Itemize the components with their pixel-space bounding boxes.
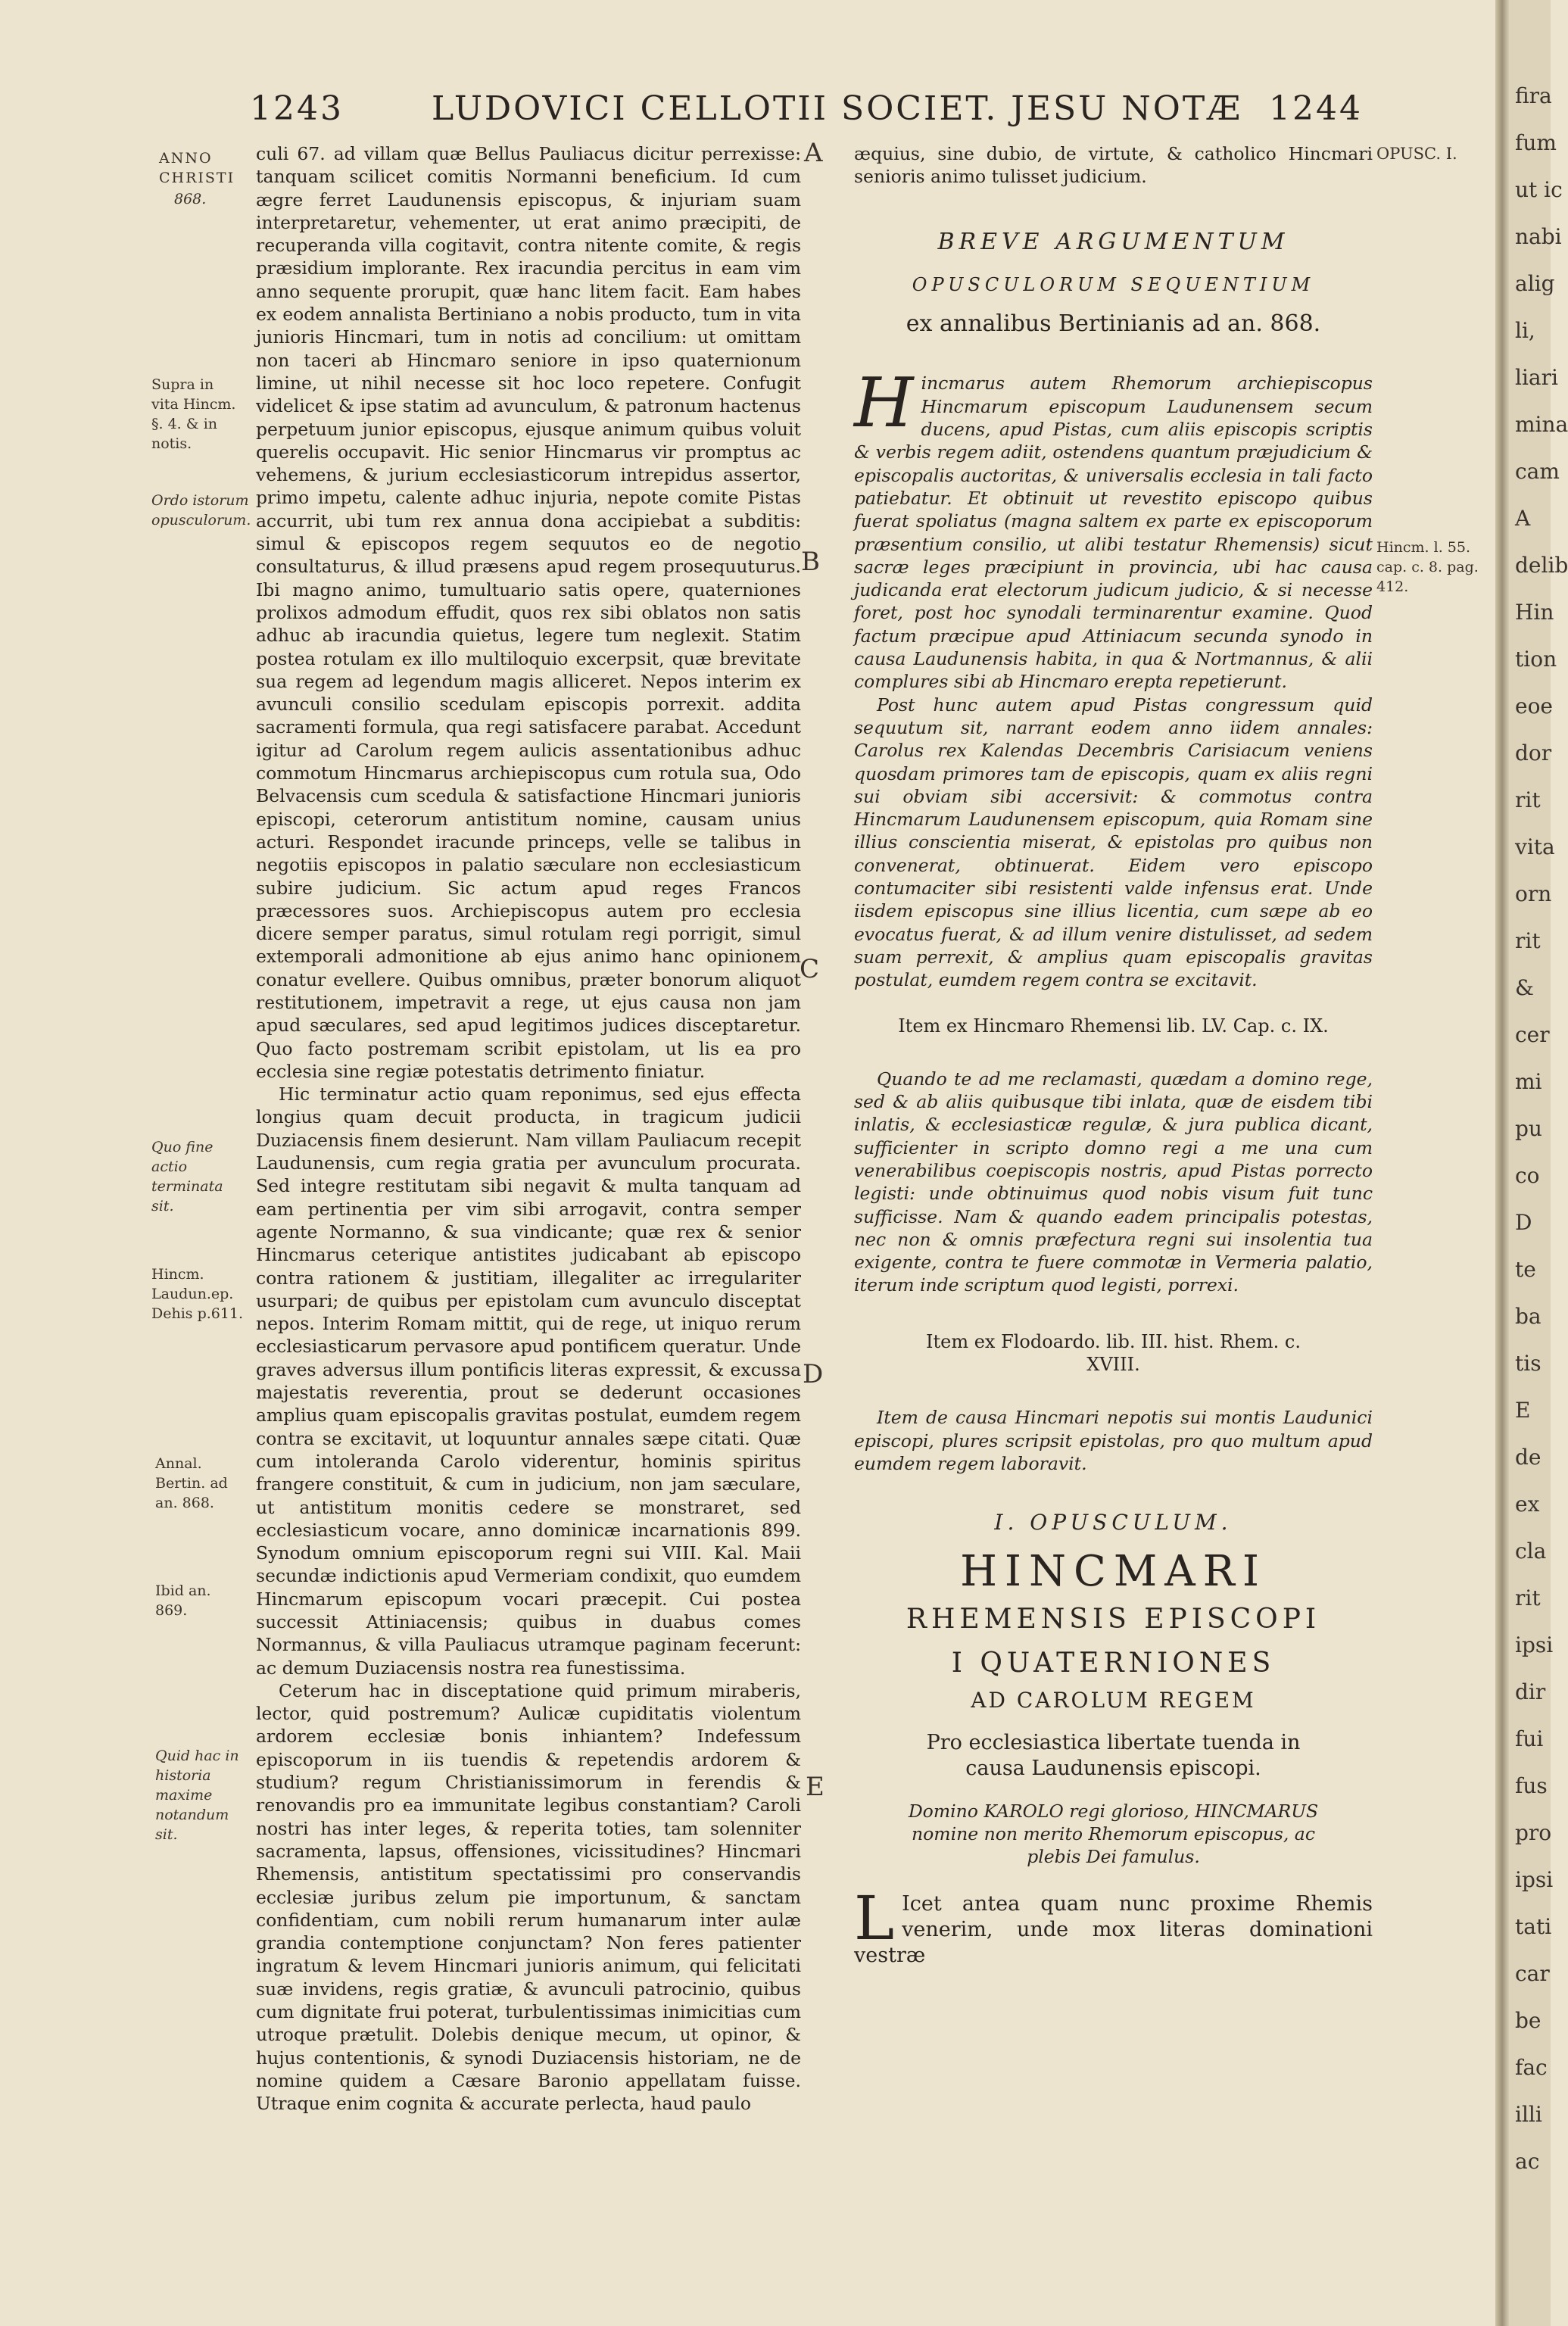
left-paragraph-3: Ceterum hac in disceptatione quid primum miraberis, lector, quid postremum? Aulicæ cupiditatis violentum ardorem ecclesiæ bonis inhiantem? Indefessum episcoporum in iis tuendis & repetendis ardorem & studium? regum Christianissimorum in ferendis & renovandis pro ea immunitate legibus constantiam? Caroli nostri has inter leges, & reperita toties, tam solenniter sacramenta, lapsus, offensiones, vicissitudines? Hincmari Rhemensis, antistitum spectatissimi pro conservandis ecclesiæ juribus zelum pie importunum, & sanctam confidentiam, cum nobili rerum humanarum inter aulæ grandia contemptione conjunctam? Non feres patienter ingratum & levem Hincmari junioris animum, qui felicitati suæ invidens, regis gratiæ, & avunculi patrocinio, quibus cum dignitate frui poterat, turbulentissimas inimicitias cum utroque prætulit. Dolebis denique mecum, ut opinor, & hujus contentionis, & synodi Duziacensis historiam, ne de nomine quidem a Cæsare Baronio appellatam fuisse. Utraque enim cognita & accurate perlecta, haud paulo <box>256 1679 801 2115</box>
next-page-fragment: dor <box>1515 741 1552 765</box>
licet-text: Icet antea quam nunc proxime Rhemis venerim, unde mox literas dominationi vestræ <box>854 1891 1373 1967</box>
left-column <box>256 142 801 2116</box>
margin-note-supra: Supra in vita Hincm. §. 4. & in notis. <box>151 376 236 452</box>
next-page-fragment: ba <box>1515 1304 1542 1329</box>
drop-cap-l: L <box>854 1882 895 1953</box>
next-page-fragment: A <box>1515 506 1531 531</box>
heading-opusculorum: OPUSCULORUM SEQUENTIUM <box>912 273 1315 295</box>
next-page-fragment: te <box>1515 1257 1536 1282</box>
right-paragraph-2: Post hunc autem apud Pistas congressum quid sequutum sit, narrant eodem anno iidem annales: Carolus rex Kalendas Decembris Carisiacum veniens quosdam primores tam de episcopis, quam ex aliis regni sui obviam sibi accersivit: & commotus contra Hincmarum Laudunensem episcopum, quia Romam sine illius conscientia miserat, & epistolas pro quibus non convenerat, obtinuerat. Eidem vero episcopo contumaciter sibi resistenti valde infensus erat. Unde iisdem episcopus sine illius licentia, cum sæpe ab eo evocatus fuerat, & ad illum venire distulisset, ad sedem suam perrexit, & amplius quam episcopalis gravitas postulat, eumdem regem contra se excitavit. <box>854 694 1373 991</box>
next-page-fragment: cla <box>1515 1539 1547 1564</box>
next-page-fragment: rit <box>1515 928 1541 953</box>
next-page-fragment: dir <box>1515 1679 1546 1704</box>
heading-item-hincmaro: Item ex Hincmaro Rhemensi lib. LV. Cap. c. IX. <box>898 1015 1329 1037</box>
heading-rhemensis: RHEMENSIS EPISCOPI <box>906 1603 1321 1635</box>
next-page-fragment: co <box>1515 1163 1540 1188</box>
right-column <box>854 142 1373 1969</box>
next-page-fragment: fus <box>1515 1773 1548 1798</box>
next-page-fragment: de <box>1515 1445 1542 1470</box>
drop-cap-h: H <box>854 363 914 444</box>
quote-hincmaro: Quando te ad me reclamasti, quædam a domino rege, sed & ab aliis quibusque tibi inlata, quæ de eisdem tibi inlatis, & ecclesiasticæ regulæ, & jura publica dicant, sufficienter in scripto domno regi a me una cum venerabilibus coepiscopis nostris, apud Pistas porrecto legisti: unde obtinuimus quod nobis visum fuit tunc sufficisse. Nam & quando eadem principalis potestas, nec non & omnis præfectura regni sui insolentia tua exigente, contra te fuere commotæ in Vermeria palatio, iterum inde scriptum quod legisti, porrexi. <box>854 1068 1373 1296</box>
next-page-fragment: tati <box>1515 1914 1552 1939</box>
licet-opening <box>854 1882 1373 1969</box>
section-letter-b: B <box>801 547 820 577</box>
next-page-fragment: mi <box>1515 1069 1542 1094</box>
next-page-fragment: pu <box>1515 1116 1542 1141</box>
section-letter-a: A <box>804 138 823 168</box>
next-page-fragment: ex <box>1515 1492 1540 1517</box>
heading-hincmari: HINCMARI <box>960 1546 1267 1596</box>
heading-quaterniones: I QUATERNIONES <box>951 1647 1276 1679</box>
margin-year: 868. <box>174 191 207 207</box>
heading-ex-annalibus: ex annalibus Bertinianis ad an. 868. <box>906 310 1321 338</box>
book-gutter <box>1495 0 1509 2326</box>
next-page-fragment: be <box>1515 2008 1542 2033</box>
left-paragraph-2: Hic terminatur actio quam reponimus, sed ejus effecta longius quam decuit producta, in tragicum judicii Duziacensis finem desierunt. Nam villam Pauliacum recepit Laudunensis, cum regia gratia per avunculum procurata. Sed integre restitutam sibi negavit & multa tanquam ad eam pertinentia per vim sibi arrogavit, contra semper agente Normanno, & sua vindicante; quæ rex & senior Hincmarus ceterique antistites judicabant ab episcopo contra rationem & justitiam, illegaliter ac irregulariter usurpari; de quibus per epistolam cum avunculo disceptat nepos. Interim Romam mittit, qui de rege, ut iniquo rerum ecclesiasticarum pervasore apud pontificem queratur. Unde graves adversus illum pontificis literas expressit, & excussa majestatis reverentia, prout se dederunt occasiones amplius quam episcopalis gravitas postulat, eumdem regem contra se excitavit, ut loquuntur annales sæpe citati. Quæ cum intoleranda Carolo viderentur, hominis spiritus frangere constituit, & cum in judicium, non jam sæculare, ut antistitum monitis cedere se monstraret, sed ecclesiasticum vocare, anno dominicæ incarnationis 899. Synodum omnium episcoporum regni sui VIII. Kal. Maii secundæ indictionis apud Vermeriam condixit, quo eumdem Hincmarum episcopum vocari præcepit. Cui postea successit Attiniacensis; quibus in duabus comes Normannus, & villa Pauliacus utramque paginam fecerunt: ac demum Duziacensis nostra rea funestissima. <box>256 1083 801 1679</box>
next-page-fragment: ac <box>1515 2149 1540 2174</box>
margin-opusc: OPUSC. I. <box>1376 145 1457 163</box>
next-page-fragment: & <box>1515 975 1534 1000</box>
next-page-fragment: fui <box>1515 1726 1544 1751</box>
left-paragraph-1: culi 67. ad villam quæ Bellus Pauliacus dicitur perrexisse: tanquam scilicet comitis Normanni beneficium. Id cum ægre ferret Laudunensis episcopus, & injuriam suam interpretaretur, vehementer, ut erat animo præcipiti, de recuperanda villa cogitavit, contra nitente comite, & regis præsidium implorante. Rex iracundia percitus in eam vim anno sequente prorupit, quæ hanc litem facit. Eam habes ex eodem annalista Bertiniano a nobis producto, tum in vita junioris Hincmari, tum in notis ad concilium: ut omittam non taceri ab Hincmaro seniore in ipso quaternionum limine, ut nihil necesse sit hoc loco repetere. Confugit videlicet & ipse statim ad avunculum, & patronum hactenus perpetuum junior episcopus, ejusque animum quibus voluit querelis occupavit. Hic senior Hincmarus vir promptus ac vehemens, & jurium ecclesiasticorum intrepidus assertor, primo impetu, calente adhuc injuria, nepote comite Pistas accurrit, ubi tum rex annua dona accipiebat a subditis: simul & episcopos regem sequutos eo de negotio consultaturus, & illud præsens apud regem prosequuturus. Ibi magno animo, tumultuario satis opere, quaterniones prolixos admodum effudit, quos rex sibi oblatos non satis adhuc ab iracundia quietus, legere tum neglexit. Statim postea rotulam ex illo multiloquio excerpsit, quæ brevitate sua regem ad legendum magis alliceret. Nepos interim ex avunculi consilio scedulam episcopis porrexit. addita sacramenti formula, qua regi satisfacere parabat. Accedunt igitur ad Carolum regem aulicis assentationibus adhuc commotum Hincmarus archiepiscopus cum rotula sua, Odo Belvacensis cum scedula & satisfactione Hincmari junioris episcopi, ceterorum antistitum nomine, causam unius acturi. Respondet iracunde princeps, velle se talibus in negotiis episcopos in palatio sæculare non ecclesiasticum subire judicium. Sic actum apud reges Francos præcessores suos. Archiepiscopus autem pro ecclesia dicere semper paratus, simul rotulam regi porrigit, simul extemporali admonitione ab ejus animo hanc opinionem conatur evellere. Quibus omnibus, præter bonorum aliquot restitutionem, impetravit a rege, ut ejus causa non jam apud sæculares, sed apud legitimos judices disceptaretur. Quo facto postremam scribit epistolam, ut lis ea pro ecclesia sine regiæ potestatis detrimento finiatur. <box>256 143 801 1082</box>
margin-note-quo-fine: Quo fine actio terminata sit. <box>151 1139 223 1214</box>
section-letter-c: C <box>800 954 820 984</box>
next-page-fragment: li, <box>1515 318 1535 343</box>
next-page-fragment: D <box>1515 1210 1532 1235</box>
quote-annales-text: incmarus autem Rhemorum archiepiscopus Hincmarum episcopum Laudunensem secum ducens, apud Pistas, cum aliis episcopis scriptis & verbis regem adiit, ostendens quantum præjudicium & episcopalis auctoritas, & universalis ecclesia in tali facto patiebatur. Et obtinuit ut revestito episcopo quibus fuerat spoliatus (magna saltem ex parte ex episcoporum præsentium consilio, ut alibi testatur Rhemensis) sicut sacræ leges præcipiunt in provincia, ubi hac causa judicanda erat electorum judicum judicio, & si necesse foret, post hoc synodali terminarentur examine. Quod factum præcipue apud Attiniacum secunda synodo in causa Laudunensis habita, in qua & Nortmannus, & alii complures sibi ab Hincmaro erepta repetierunt. <box>854 373 1373 693</box>
next-page-fragment: car <box>1515 1961 1550 1986</box>
running-header <box>250 89 1363 135</box>
next-page-fragment: eoe <box>1515 694 1553 719</box>
next-page-fragment: fira <box>1515 83 1552 108</box>
next-page-fragment: ipsi <box>1515 1632 1554 1657</box>
next-page-fragment: cam <box>1515 459 1560 484</box>
dedication: Domino KAROLO regi glorioso, HINCMARUS nomine non merito Rhemorum episcopus, ac plebis Dei famulus. <box>908 1800 1319 1868</box>
next-page-edge <box>1509 0 1568 2326</box>
next-page-fragment: tion <box>1515 647 1557 672</box>
next-page-fragment: liari <box>1515 365 1558 390</box>
right-intro: æquius, sine dubio, de virtute, & catholico Hincmari senioris animo tulisset judicium. <box>854 143 1373 188</box>
next-page-fragment: Hin <box>1515 600 1554 625</box>
next-page-fragment: mina <box>1515 412 1568 437</box>
next-page-fragment: delib <box>1515 553 1568 578</box>
next-page-fragment: tis <box>1515 1351 1542 1376</box>
next-page-fragment: fac <box>1515 2055 1548 2080</box>
next-page-fragment: E <box>1515 1398 1531 1423</box>
next-page-fragment: orn <box>1515 881 1552 906</box>
subtitle-pro-ecclesiastica: Pro ecclesiastica libertate tuenda in causa Laudunensis episcopi. <box>926 1730 1301 1780</box>
margin-note-quid-hac: Quid hac in historia maxime notandum sit. <box>155 1748 239 1843</box>
page-number-left: 1243 <box>250 89 344 128</box>
margin-note-hincm: Hincm. Laudun.ep. Dehis p.611. <box>151 1266 244 1322</box>
next-page-fragment: alig <box>1515 271 1555 296</box>
page-number-right: 1244 <box>1269 89 1363 128</box>
next-page-fragment: pro <box>1515 1820 1552 1845</box>
margin-note-ordo: Ordo istorum opusculorum. <box>151 492 251 528</box>
section-letter-d: D <box>803 1359 824 1389</box>
section-letter-e: E <box>806 1772 825 1802</box>
heading-item-flodoardo: Item ex Flodoardo. lib. III. hist. Rhem. c. XVIII. <box>926 1330 1301 1376</box>
margin-note-ibid: Ibid an. 869. <box>155 1582 211 1619</box>
next-page-fragment: ipsi <box>1515 1867 1554 1892</box>
next-page-fragment: fum <box>1515 130 1557 155</box>
margin-christi: CHRISTI <box>159 170 235 186</box>
next-page-fragment: illi <box>1515 2102 1542 2127</box>
running-title: LUDOVICI CELLOTII SOCIET. JESU NOTÆ <box>432 89 1243 128</box>
next-page-fragment: ut ic <box>1515 177 1563 202</box>
next-page-fragment: rit <box>1515 1585 1541 1610</box>
margin-note-annal: Annal. Bertin. ad an. 868. <box>155 1455 228 1511</box>
margin-anno: ANNO <box>159 150 213 167</box>
next-page-fragment: cer <box>1515 1022 1550 1047</box>
margin-note-hincm-ref: Hincm. l. 55. cap. c. 8. pag. 412. <box>1376 539 1479 595</box>
next-page-fragment: rit <box>1515 787 1541 812</box>
next-page-fragment: nabi <box>1515 224 1562 249</box>
quote-annales <box>854 363 1373 693</box>
heading-opusculum: I. OPUSCULUM. <box>994 1510 1233 1536</box>
quote-flodoardo: Item de causa Hincmari nepotis sui montis Laudunici episcopi, plures scripsit epistolas, pro quo multum apud eumdem regem laboravit. <box>854 1407 1373 1474</box>
next-page-fragment: vita <box>1515 834 1555 859</box>
heading-breve-argumentum: BREVE ARGUMENTUM <box>937 228 1289 255</box>
heading-ad-carolum: AD CAROLUM REGEM <box>971 1687 1256 1713</box>
